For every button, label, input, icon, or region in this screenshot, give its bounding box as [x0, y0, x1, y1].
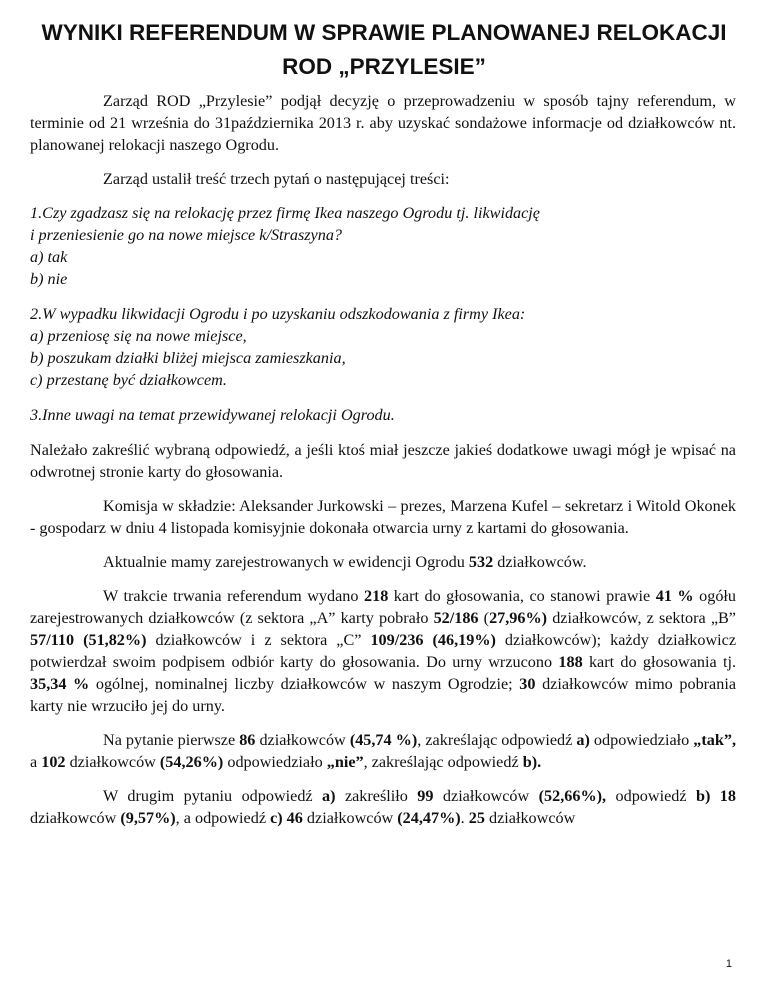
question-1-option-a: a) tak — [30, 248, 68, 266]
turnout-value: 188 — [558, 653, 583, 671]
turnout-value: 30 — [519, 675, 536, 693]
question-2-option-b: b) poszukam działki bliżej miejsca zamieszkania, — [30, 349, 346, 367]
turnout-text: kart do głosowania, co stanowi prawie — [388, 587, 656, 605]
question-2-option-c: c) przestanę być działkowcem. — [30, 371, 227, 389]
result-2-text: , a odpowiedź — [175, 809, 271, 827]
question-2-option-a: a) przeniosę się na nowe miejsce, — [30, 327, 247, 345]
commission-paragraph: Komisja w składzie: Aleksander Jurkowski – prezes, Marzena Kufel – sekretarz i Witold Okonek - gospodarz w dniu 4 listopada komisyjnie dokonała otwarcia urny z kartami do głosowania. — [30, 497, 736, 537]
instruction-paragraph: Należało zakreślić wybraną odpowiedź, a jeśli ktoś miał jeszcze jakieś dodatkowe uwagi mógł je wpisać na odwrotnej stronie karty do głosowania. — [30, 441, 736, 481]
question-1-block — [30, 202, 736, 290]
result-2-text: . — [460, 809, 469, 827]
result-1-value: b). — [522, 753, 542, 771]
turnout-value: 27,96%) — [489, 609, 548, 627]
result-1-value: „tak”, — [693, 731, 737, 749]
result-1-text: odpowiedziało — [589, 731, 694, 749]
result-2-value: c) 46 — [270, 809, 303, 827]
result-1-text: działkowców — [65, 753, 160, 771]
registered-count: 532 — [468, 553, 494, 571]
turnout-value: 57/110 (51,82%) — [30, 631, 147, 649]
result-1-value: 102 — [41, 753, 66, 771]
result-1-text: Na pytanie pierwsze — [103, 731, 240, 749]
result-2-value: 25 — [468, 809, 485, 827]
turnout-text: działkowców, z sektora „B” — [547, 609, 736, 627]
document-body — [30, 90, 736, 829]
turnout-value: 109/236 (46,19%) — [370, 631, 496, 649]
turnout-value: 35,34 % — [30, 675, 90, 693]
question-2-block — [30, 303, 736, 391]
result-1-text: , zakreślając odpowiedź — [417, 731, 577, 749]
title-line-1: WYNIKI REFERENDUM W SPRAWIE PLANOWANEJ RELOKACJI — [41, 20, 727, 45]
page-number: 1 — [725, 958, 732, 970]
questions-intro-paragraph: Zarząd ustalił treść trzech pytań o następującej treści: — [103, 170, 450, 188]
result-2-value: b) 18 — [695, 787, 736, 805]
result-2-text: działkowców — [302, 809, 398, 827]
result-1-paragraph — [30, 729, 736, 773]
result-1-value: 86 — [239, 731, 256, 749]
turnout-value: 218 — [364, 587, 389, 605]
registered-text-post: działkowców. — [493, 553, 587, 571]
turnout-text: działkowców mimo pobrania karty nie wrzuciło jej do urny. — [30, 675, 737, 715]
result-2-value: (24,47%) — [397, 809, 461, 827]
turnout-text: działkowców i z sektora „C” — [146, 631, 371, 649]
result-2-value: (52,66%), — [538, 787, 607, 805]
result-1-value: (54,26%) — [159, 753, 224, 771]
result-2-paragraph — [30, 785, 736, 829]
turnout-text: ogólnej, nominalnej liczby działkowców w naszym Ogrodzie; — [89, 675, 520, 693]
document-title — [0, 16, 768, 84]
turnout-text: W trakcie trwania referendum wydano — [103, 587, 364, 605]
question-1-text-line-2: i przeniesienie go na nowe miejsce k/Straszyna? — [30, 226, 343, 244]
registered-paragraph — [30, 551, 736, 573]
result-2-text: W drugim pytaniu odpowiedź — [103, 787, 323, 805]
result-2-text: działkowców — [484, 809, 576, 827]
title-line-2: ROD „PRZYLESIE” — [282, 54, 486, 79]
turnout-text: działkowców); każdy działkowicz potwierdzał swoim podpisem odbiór karty do głosowania. Do urny wrzucono — [30, 631, 737, 671]
question-1-option-b: b) nie — [30, 270, 68, 288]
intro-paragraph: Zarząd ROD „Przylesie” podjął decyzję o przeprowadzeniu w sposób tajny referendum, w terminie od 21 września do 31października 2013 r. aby uzyskać sondażowe informacje od działkowców nt. planowanej relokacji naszego Ogrodu. — [30, 92, 736, 154]
turnout-value: 41 % — [655, 587, 694, 605]
result-2-value: a) — [322, 787, 336, 805]
turnout-text: ogółu zarejestrowanych działkowców (z sektora „A” karty pobrało — [30, 587, 737, 627]
result-2-text: działkowców — [433, 787, 539, 805]
result-1-text: , zakreślając odpowiedź — [363, 753, 523, 771]
result-2-text: odpowiedź — [606, 787, 696, 805]
result-1-text: działkowców — [255, 731, 350, 749]
result-2-value: (9,57%) — [120, 809, 176, 827]
result-2-value: 99 — [417, 787, 434, 805]
turnout-text: kart do głosowania tj. — [582, 653, 737, 671]
question-2-text: 2.W wypadku likwidacji Ogrodu i po uzyskaniu odszkodowania z firmy Ikea: — [30, 305, 526, 323]
result-1-value: a) — [576, 731, 590, 749]
question-3-text: 3.Inne uwagi na temat przewidywanej relokacji Ogrodu. — [30, 406, 395, 424]
result-1-value: (45,74 %) — [349, 731, 418, 749]
turnout-value: 52/186 — [433, 609, 479, 627]
turnout-paragraph — [30, 585, 736, 717]
result-2-text: działkowców — [30, 809, 121, 827]
question-1-text-line-1: 1.Czy zgadzasz się na relokację przez firmę Ikea naszego Ogrodu tj. likwidację — [30, 204, 540, 222]
result-1-text: odpowiedziało — [223, 753, 327, 771]
result-2-text: zakreśliło — [335, 787, 418, 805]
registered-text-pre: Aktualnie mamy zarejestrowanych w ewidencji Ogrodu — [103, 553, 469, 571]
question-3-block — [30, 404, 736, 426]
result-1-text: a — [30, 753, 42, 771]
turnout-text: ( — [478, 609, 490, 627]
result-1-value: „nie” — [326, 753, 364, 771]
